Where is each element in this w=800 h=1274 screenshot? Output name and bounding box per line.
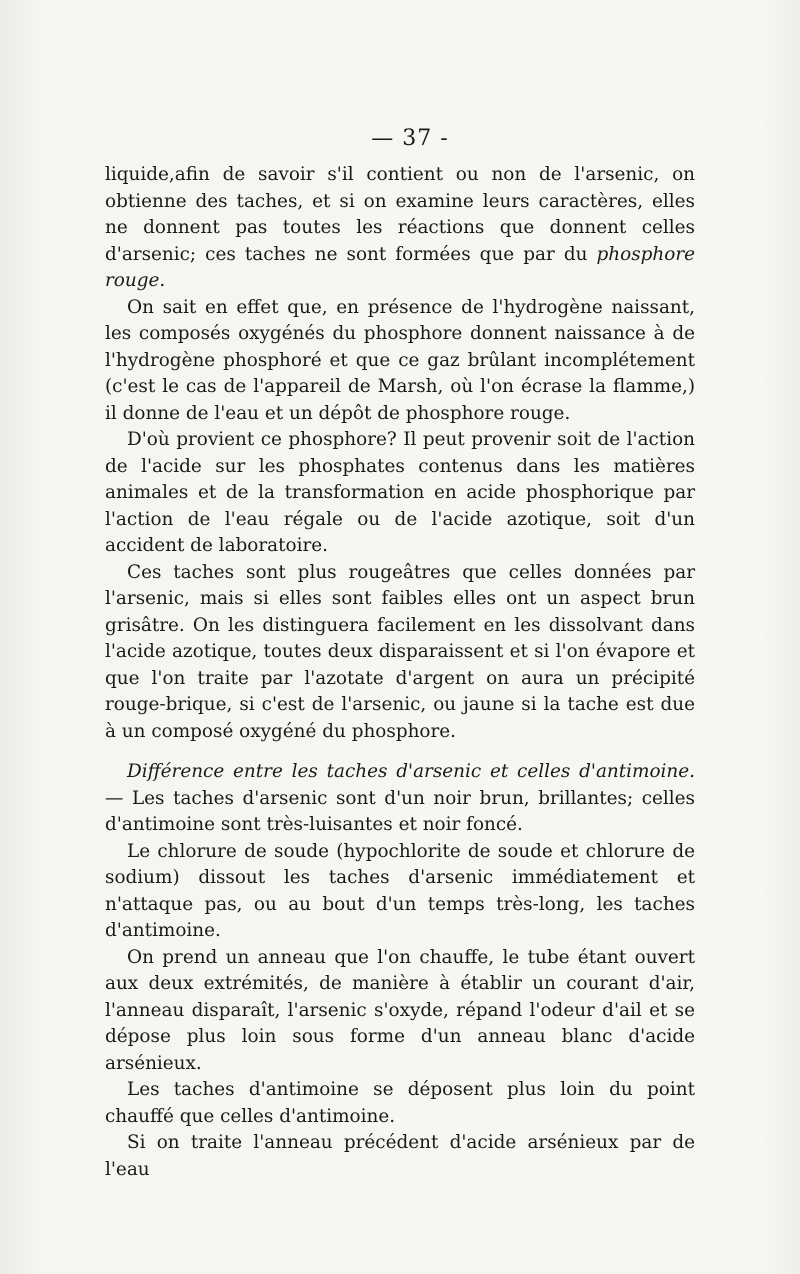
- paragraph-2: [105, 295, 695, 428]
- paragraph-5-section-heading: [105, 759, 695, 839]
- paragraph-9: [105, 1130, 695, 1183]
- text-run: On prend un anneau que l'on chauffe, le tube étant ouvert aux deux extrémités, de manière à établir un courant d'air, l'anneau disparaît, l'arsenic s'oxyde, répand l'odeur d'ail et se dépose plus loin sous forme d'un anneau blanc d'acide arsénieux.: [105, 946, 695, 1074]
- paragraph-3: [105, 427, 695, 560]
- text-run: liquide,afin de savoir s'il contient ou non de l'arsenic, on obtienne des taches, et si on examine leurs caractères, elles ne donnent pas toutes les réactions que donnent celles d'arsenic; ces taches ne sont formées que par du: [105, 164, 695, 265]
- paragraph-8: [105, 1077, 695, 1130]
- text-run: Les taches d'antimoine se déposent plus loin du point chauffé que celles d'antimoine.: [105, 1079, 695, 1127]
- text-run: .: [159, 270, 166, 291]
- text-run: Ces taches sont plus rougeâtres que celles données par l'arsenic, mais si elles sont faibles elles ont un aspect brun grisâtre. On les distinguera facilement en les dissolvant dans l'acide azotique, toutes deux disparaissent et si l'on évapore et que l'on traite par l'azotate d'argent on aura un précipité rouge-brique, si c'est de l'arsenic, ou jaune si la tache est due à un composé oxygéné du phosphore.: [105, 561, 695, 742]
- body-text: [105, 162, 695, 1183]
- section-heading: Différence entre les taches d'arsenic et celles d'antimoine.: [127, 761, 695, 782]
- text-run: Le chlorure de soude (hypochlorite de soude et chlorure de sodium) dissout les taches d'arsenic immédiatement et n'attaque pas, ou au bout d'un temps très-long, les taches d'antimoine.: [105, 840, 695, 941]
- paragraph-6: [105, 839, 695, 945]
- page-number: — 37 -: [371, 126, 449, 151]
- text-run: — Les taches d'arsenic sont d'un noir brun, brillantes; celles d'antimoine sont très-luisantes et noir foncé.: [105, 787, 695, 835]
- paragraph-4: [105, 560, 695, 746]
- paragraph-1: [105, 162, 695, 295]
- text-run: Si on traite l'anneau précédent d'acide arsénieux par de l'eau: [105, 1132, 695, 1180]
- text-run: On sait en effet que, en présence de l'hydrogène naissant, les composés oxygénés du phosphore donnent naissance à de l'hydrogène phosphoré et que ce gaz brûlant incomplétement (c'est le cas de l'appareil de Marsh, où l'on écrase la flamme,) il donne de l'eau et un dépôt de phosphore rouge.: [105, 296, 695, 424]
- italic-run: phosphore rouge: [105, 243, 695, 291]
- text-run: D'où provient ce phosphore? Il peut provenir soit de l'action de l'acide sur les phosphates contenus dans les matières animales et de la transformation en acide phosphorique par l'action de l'eau régale ou de l'acide azotique, soit d'un accident de laboratoire.: [105, 429, 695, 556]
- paragraph-7: [105, 945, 695, 1078]
